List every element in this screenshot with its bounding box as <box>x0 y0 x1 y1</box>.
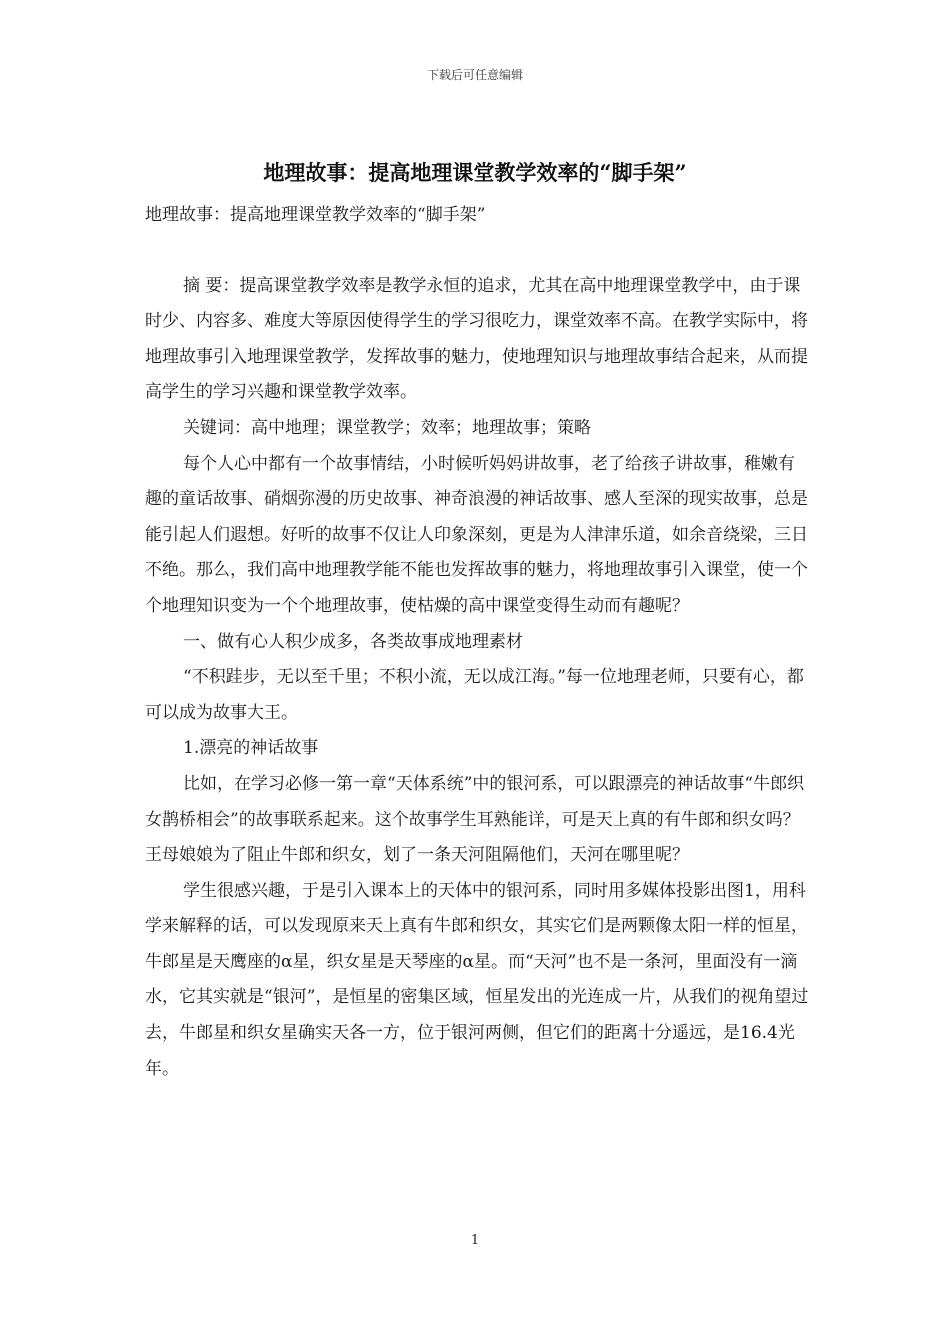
document-title: 地理故事：提高地理课堂教学效率的“脚手架” <box>263 160 687 185</box>
section-heading: 一、做有心人积少成多，各类故事成地理素材 <box>183 631 523 652</box>
abstract-paragraph: 摘 要：提高课堂教学效率是教学永恒的追求，尤其在高中地理课堂教学中，由于课时少、内容多、难度大等原因使得学生的学习很吃力，课堂效率不高。在教学实际中，将地理故事引入地理课堂教学，发挥故事的魅力，使地理知识与地理故事结合起来，从而提高学生的学习兴趣和课堂教学效率。 <box>145 275 808 403</box>
keywords-paragraph: 关键词：高中地理；课堂教学；效率；地理故事；策略 <box>183 417 591 438</box>
subsection-heading: 1.漂亮的神话故事 <box>183 738 319 759</box>
myth-paragraph: 比如，在学习必修一第一章“天体系统”中的银河系，可以跟漂亮的神话故事“牛郎织女鹊桥相会”的故事联系起来。这个故事学生耳熟能详，可是天上真的有牛郎和织女吗？王母娘娘为了阻止牛郎和织女，划了一条天河阻隔他们，天河在哪里呢？ <box>145 773 805 866</box>
intro-paragraph: 每个人心中都有一个故事情结，小时候听妈妈讲故事，老了给孩子讲故事，稚嫩有趣的童话故事、硝烟弥漫的历史故事、神奇浪漫的神话故事、感人至深的现实故事，总是能引起人们遐想。好听的故事不仅让人印象深刻，更是为人津津乐道，如余音绕梁，三日不绝。那么，我们高中地理教学能不能也发挥故事的魅力，将地理故事引入课堂，使一个个地理知识变为一个个地理故事，使枯燥的高中课堂变得生动而有趣呢？ <box>145 453 808 616</box>
page-number: 1 <box>470 1233 480 1248</box>
subtitle-line: 地理故事：提高地理课堂教学效率的“脚手架” <box>145 205 486 225</box>
document-body <box>145 198 810 1087</box>
header-note: 下载后可任意编辑 <box>426 68 523 82</box>
quote-paragraph: “不积跬步，无以至千里；不积小流，无以成江海。”每一位地理老师，只要有心，都可以成为故事大王。 <box>145 667 804 723</box>
blank-line <box>145 234 810 269</box>
explanation-paragraph: 学生很感兴趣，于是引入课本上的天体中的银河系，同时用多媒体投影出图1，用科学来解释的话，可以发现原来天上真有牛郎和织女，其实它们是两颗像太阳一样的恒星，牛郎星是天鹰座的α星，织女星是天琴座的α星。而“天河”也不是一条河，里面没有一滴水，它其实就是“银河”，是恒星的密集区域，恒星发出的光连成一片，从我们的视角望过去，牛郎星和织女星确实天各一方，位于银河两侧，但它们的距离十分遥远，是16.4光年。 <box>145 880 809 1079</box>
